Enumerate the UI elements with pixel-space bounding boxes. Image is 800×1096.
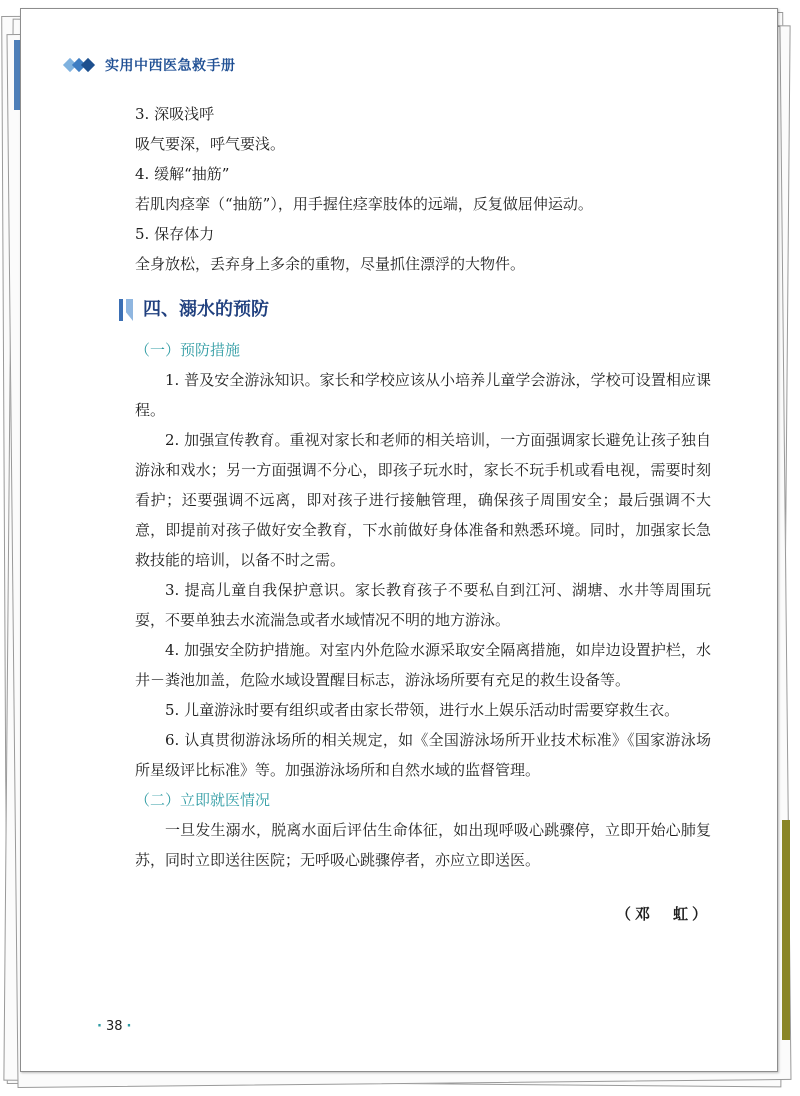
item-heading: 5. 保存体力 xyxy=(135,225,215,243)
footer-dot: · xyxy=(126,1019,132,1034)
item-heading: 3. 深吸浅呼 xyxy=(135,105,215,123)
paragraph: 一旦发生溺水，脱离水面后评估生命体征，如出现呼吸心跳骤停，立即开始心肺复苏，同时立即送往医院；无呼吸心跳骤停者，亦应立即送医。 xyxy=(135,821,711,869)
section-marker-icon xyxy=(119,299,123,321)
author-signature: （邓 虹） xyxy=(615,905,711,923)
paragraph: 2. 加强宣传教育。重视对家长和老师的相关培训，一方面强调家长避免让孩子独自游泳和戏水；另一方面强调不分心，即孩子玩水时，家长不玩手机或看电视，需要时刻看护；还要强调不远离，即对孩子进行接触管理，确保孩子周围安全；最后强调不大意，即提前对孩子做好安全教育，下水前做好身体准备和熟悉环境。同时，加强家长急救技能的培训，以备不时之需。 xyxy=(135,431,711,569)
sheet-edge-accent xyxy=(782,820,790,1040)
book-title: 实用中西医急救手册 xyxy=(105,58,236,74)
section-marker-icon xyxy=(126,299,133,321)
paragraph: 6. 认真贯彻游泳场所的相关规定，如《全国游泳场所开业技术标准》《国家游泳场所星级评比标准》等。加强游泳场所和自然水域的监督管理。 xyxy=(135,731,711,779)
running-header xyxy=(63,55,236,75)
subsection-title: （二）立即就医情况 xyxy=(135,791,271,809)
page-body xyxy=(135,99,711,929)
diamond-logo-icon xyxy=(63,57,97,73)
footer-dot: · xyxy=(97,1019,102,1034)
paragraph: 5. 儿童游泳时要有组织或者由家长带领，进行水上娱乐活动时需要穿救生衣。 xyxy=(165,701,680,719)
page-number-footer xyxy=(93,1019,135,1034)
paragraph: 3. 提高儿童自我保护意识。家长教育孩子不要私自到江河、湖塘、水井等周围玩耍，不要单独去水流湍急或者水域情况不明的地方游泳。 xyxy=(135,581,711,629)
item-heading: 4. 缓解“抽筋” xyxy=(135,165,230,183)
section-heading xyxy=(119,293,711,327)
subsection-title: （一）预防措施 xyxy=(135,341,241,359)
item-text: 吸气要深，呼气要浅。 xyxy=(135,135,286,153)
section-title: 四、溺水的预防 xyxy=(143,299,269,320)
page-number: 38 xyxy=(105,1019,123,1034)
item-text: 若肌肉痉挛（“抽筋”），用手握住痉挛肢体的远端，反复做屈伸运动。 xyxy=(135,195,593,213)
book-page xyxy=(20,8,778,1072)
paragraph: 4. 加强安全防护措施。对室内外危险水源采取安全隔离措施，如岸边设置护栏，水井－粪池加盖，危险水域设置醒目标志，游泳场所要有充足的救生设备等。 xyxy=(135,641,711,689)
paragraph: 1. 普及安全游泳知识。家长和学校应该从小培养儿童学会游泳，学校可设置相应课程。 xyxy=(135,371,711,419)
item-text: 全身放松，丢弃身上多余的重物，尽量抓住漂浮的大物件。 xyxy=(135,255,526,273)
